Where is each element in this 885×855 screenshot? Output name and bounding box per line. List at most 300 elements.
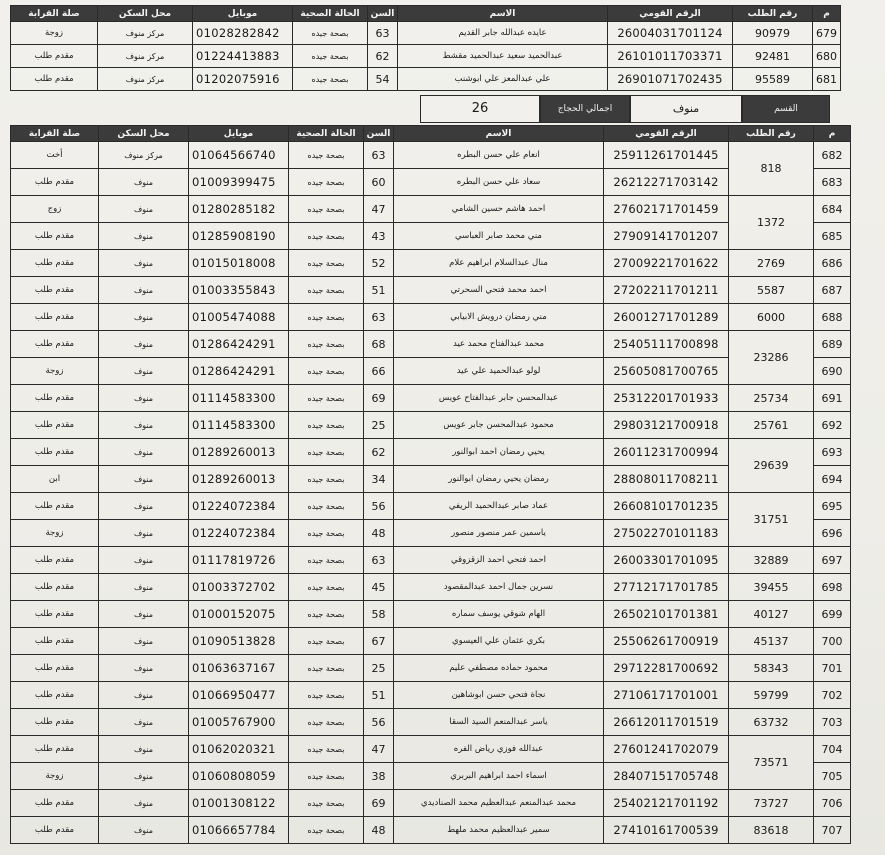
national-id: 25605081700765 [604,358,729,385]
col-national-id-header: الرقم القومي [604,126,729,142]
health-status: بصحة جيده [293,22,368,45]
relation: مقدم طلب [11,304,99,331]
relation: مقدم طلب [11,277,99,304]
person-name: سمير عبدالعظيم محمد ملهط [394,817,604,844]
mobile-number: 01005474088 [189,304,289,331]
age: 54 [368,68,398,91]
relation: مقدم طلب [11,682,99,709]
residence: مركز منوف [98,22,193,45]
relation: مقدم طلب [11,817,99,844]
person-name: محمود حماده مصطفي عليم [394,655,604,682]
health-status: بصحة جيده [289,331,364,358]
person-name: ياسر عبدالمنعم السيد السقا [394,709,604,736]
table-row [11,763,851,790]
person-name: نسرين جمال احمد عبدالمقصود [394,574,604,601]
age: 51 [364,277,394,304]
row-number: 693 [814,439,851,466]
table-row [11,790,851,817]
mobile-number: 01286424291 [189,331,289,358]
residence: مركز منوف [98,45,193,68]
row-number: 707 [814,817,851,844]
residence: منوف [99,709,189,736]
table-row [11,466,851,493]
table-row [11,331,851,358]
age: 68 [364,331,394,358]
col-residence-header: محل السكن [99,126,189,142]
person-name: بكري عثمان علي العيسوي [394,628,604,655]
age: 56 [364,709,394,736]
mobile-number: 01000152075 [189,601,289,628]
request-number: 5587 [729,277,814,304]
main-table-header [11,126,851,142]
residence: منوف [99,250,189,277]
person-name: عايده عبدالله جابر القديم [398,22,608,45]
relation: مقدم طلب [11,574,99,601]
row-number: 705 [814,763,851,790]
col-num-header: م [814,126,851,142]
main-table [10,125,851,844]
request-number: 90979 [733,22,813,45]
person-name: عبدالله فوزي رياض الفره [394,736,604,763]
row-number: 685 [814,223,851,250]
row-number: 682 [814,142,851,169]
mobile-number: 01280285182 [189,196,289,223]
request-number: 2769 [729,250,814,277]
table-row [11,412,851,439]
mobile-number: 01015018008 [189,250,289,277]
col-name-header: الاسم [394,126,604,142]
mobile-number: 01001308122 [189,790,289,817]
national-id: 27502270101183 [604,520,729,547]
table-row [11,385,851,412]
mobile-number: 01064566740 [189,142,289,169]
col-num-header: م [813,6,841,22]
health-status: بصحة جيده [289,574,364,601]
age: 63 [364,142,394,169]
request-number: 59799 [729,682,814,709]
residence: منوف [99,601,189,628]
row-number: 684 [814,196,851,223]
national-id: 25506261700919 [604,628,729,655]
age: 67 [364,628,394,655]
person-name: لولو عبدالحميد علي عيد [394,358,604,385]
residence: منوف [99,466,189,493]
table-row [11,22,841,45]
national-id: 26101011703371 [608,45,733,68]
col-age-header: السن [364,126,394,142]
national-id: 26212271703142 [604,169,729,196]
mobile-number: 01003372702 [189,574,289,601]
section-summary [420,95,830,123]
col-request-header: رقم الطلب [733,6,813,22]
national-id: 26003301701095 [604,547,729,574]
total-label: اجمالي الحجاج [540,95,630,123]
table-row [11,45,841,68]
person-name: يحيي رمضان احمد ابوالنور [394,439,604,466]
health-status: بصحة جيده [293,45,368,68]
mobile-number: 01028282842 [193,22,293,45]
row-number: 706 [814,790,851,817]
mobile-number: 01063637167 [189,655,289,682]
mobile-number: 01224072384 [189,493,289,520]
age: 56 [364,493,394,520]
relation: مقدم طلب [11,439,99,466]
request-number: 1372 [729,196,814,250]
national-id: 27410161700539 [604,817,729,844]
row-number: 698 [814,574,851,601]
mobile-number: 01090513828 [189,628,289,655]
mobile-number: 01224413883 [193,45,293,68]
relation: مقدم طلب [11,250,99,277]
table-row [11,223,851,250]
age: 25 [364,655,394,682]
col-mobile-header: موبايل [193,6,293,22]
health-status: بصحة جيده [289,763,364,790]
top-table-header [11,6,841,22]
row-number: 697 [814,547,851,574]
residence: منوف [99,196,189,223]
row-number: 680 [813,45,841,68]
residence: منوف [99,547,189,574]
request-number: 31751 [729,493,814,547]
national-id: 27009221701622 [604,250,729,277]
row-number: 686 [814,250,851,277]
mobile-number: 01009399475 [189,169,289,196]
relation: مقدم طلب [11,547,99,574]
age: 25 [364,412,394,439]
health-status: بصحة جيده [289,250,364,277]
person-name: علي عبدالمعز علي ابوشنب [398,68,608,91]
person-name: محمد عبدالفتاح محمد عيد [394,331,604,358]
age: 66 [364,358,394,385]
residence: منوف [99,331,189,358]
national-id: 26001271701289 [604,304,729,331]
health-status: بصحة جيده [289,169,364,196]
relation: ابن [11,466,99,493]
health-status: بصحة جيده [289,412,364,439]
mobile-number: 01224072384 [189,520,289,547]
row-number: 703 [814,709,851,736]
request-number: 25734 [729,385,814,412]
person-name: مني محمد صابر العباسي [394,223,604,250]
national-id: 27202211701211 [604,277,729,304]
relation: زوجة [11,358,99,385]
request-number: 32889 [729,547,814,574]
national-id: 26608101701235 [604,493,729,520]
health-status: بصحة جيده [289,601,364,628]
health-status: بصحة جيده [289,736,364,763]
row-number: 702 [814,682,851,709]
person-name: رمضان يحيي رمضان ابوالنور [394,466,604,493]
row-number: 681 [813,68,841,91]
health-status: بصحة جيده [289,790,364,817]
col-national-id-header: الرقم القومي [608,6,733,22]
relation: زوجة [11,520,99,547]
dept-value: منوف [630,95,742,123]
row-number: 691 [814,385,851,412]
national-id: 28808011708211 [604,466,729,493]
request-number: 58343 [729,655,814,682]
age: 58 [364,601,394,628]
health-status: بصحة جيده [289,304,364,331]
national-id: 26901071702435 [608,68,733,91]
residence: منوف [99,358,189,385]
col-relation-header: صلة القرابة [11,6,98,22]
relation: زوجة [11,22,98,45]
national-id: 27601241702079 [604,736,729,763]
health-status: بصحة جيده [289,817,364,844]
national-id: 27106171701001 [604,682,729,709]
residence: مركز منوف [98,68,193,91]
residence: منوف [99,817,189,844]
row-number: 700 [814,628,851,655]
relation: مقدم طلب [11,412,99,439]
request-number: 6000 [729,304,814,331]
residence: منوف [99,763,189,790]
national-id: 28407151705748 [604,763,729,790]
mobile-number: 01286424291 [189,358,289,385]
national-id: 25405111700898 [604,331,729,358]
age: 52 [364,250,394,277]
residence: منوف [99,223,189,250]
mobile-number: 01066950477 [189,682,289,709]
age: 69 [364,385,394,412]
table-row [11,682,851,709]
age: 48 [364,520,394,547]
table-row [11,493,851,520]
mobile-number: 01285908190 [189,223,289,250]
age: 63 [364,547,394,574]
col-request-header: رقم الطلب [729,126,814,142]
health-status: بصحة جيده [289,493,364,520]
table-row [11,574,851,601]
request-number: 29639 [729,439,814,493]
person-name: ياسمين عمر منصور منصور [394,520,604,547]
health-status: بصحة جيده [289,223,364,250]
age: 60 [364,169,394,196]
row-number: 704 [814,736,851,763]
age: 43 [364,223,394,250]
age: 62 [364,439,394,466]
mobile-number: 01114583300 [189,412,289,439]
national-id: 26502101701381 [604,601,729,628]
residence: منوف [99,682,189,709]
relation: مقدم طلب [11,68,98,91]
health-status: بصحة جيده [289,385,364,412]
table-row [11,196,851,223]
residence: منوف [99,655,189,682]
person-name: محمد عبدالمنعم عبدالعظيم محمد الصناديدي [394,790,604,817]
age: 48 [364,817,394,844]
national-id: 26612011701519 [604,709,729,736]
residence: منوف [99,574,189,601]
table-row [11,736,851,763]
col-relation-header: صلة القرابة [11,126,99,142]
mobile-number: 01289260013 [189,466,289,493]
national-id: 27909141701207 [604,223,729,250]
col-name-header: الاسم [398,6,608,22]
relation: مقدم طلب [11,655,99,682]
national-id: 29803121700918 [604,412,729,439]
national-id: 26011231700994 [604,439,729,466]
person-name: سعاد علي حسن البطره [394,169,604,196]
main-table-body [11,142,851,844]
relation: زوج [11,196,99,223]
request-number: 23286 [729,331,814,385]
request-number: 83618 [729,817,814,844]
residence: منوف [99,520,189,547]
health-status: بصحة جيده [289,142,364,169]
health-status: بصحة جيده [289,277,364,304]
dept-label: القسم [742,95,830,123]
relation: مقدم طلب [11,790,99,817]
residence: منوف [99,628,189,655]
row-number: 699 [814,601,851,628]
relation: مقدم طلب [11,331,99,358]
health-status: بصحة جيده [289,358,364,385]
table-row [11,250,851,277]
residence: منوف [99,304,189,331]
person-name: انعام علي حسن البطره [394,142,604,169]
person-name: عبدالمحسن جابر عبدالفتاح عويس [394,385,604,412]
health-status: بصحة جيده [289,547,364,574]
request-number: 63732 [729,709,814,736]
health-status: بصحة جيده [289,196,364,223]
relation: مقدم طلب [11,493,99,520]
relation: مقدم طلب [11,385,99,412]
table-row [11,817,851,844]
person-name: احمد هاشم حسين الشامي [394,196,604,223]
residence: منوف [99,493,189,520]
person-name: محمود عبدالمحسن جابر عويس [394,412,604,439]
residence: منوف [99,790,189,817]
person-name: منال عبدالسلام ابراهيم علام [394,250,604,277]
residence: منوف [99,736,189,763]
table-row [11,547,851,574]
person-name: نجاة فتحي حسن ابوشاهين [394,682,604,709]
person-name: اسماء احمد ابراهيم البربري [394,763,604,790]
table-row [11,439,851,466]
health-status: بصحة جيده [289,520,364,547]
age: 62 [368,45,398,68]
national-id: 25402121701192 [604,790,729,817]
table-row [11,358,851,385]
health-status: بصحة جيده [289,682,364,709]
relation: مقدم طلب [11,601,99,628]
col-health-header: الحالة الصحية [289,126,364,142]
relation: مقدم طلب [11,169,99,196]
request-number: 818 [729,142,814,196]
request-number: 45137 [729,628,814,655]
national-id: 25312201701933 [604,385,729,412]
health-status: بصحة جيده [289,466,364,493]
mobile-number: 01117819726 [189,547,289,574]
row-number: 679 [813,22,841,45]
request-number: 73727 [729,790,814,817]
age: 47 [364,196,394,223]
row-number: 688 [814,304,851,331]
row-number: 695 [814,493,851,520]
table-row [11,304,851,331]
mobile-number: 01005767900 [189,709,289,736]
person-name: احمد فتحي احمد الزقزوقي [394,547,604,574]
mobile-number: 01003355843 [189,277,289,304]
top-table-body [11,22,841,91]
mobile-number: 01114583300 [189,385,289,412]
table-row [11,520,851,547]
table-row [11,601,851,628]
row-number: 690 [814,358,851,385]
national-id: 29712281700692 [604,655,729,682]
top-table [10,5,841,91]
national-id: 27602171701459 [604,196,729,223]
request-number: 95589 [733,68,813,91]
national-id: 25911261701445 [604,142,729,169]
mobile-number: 01066657784 [189,817,289,844]
col-age-header: السن [368,6,398,22]
age: 51 [364,682,394,709]
relation: مقدم طلب [11,736,99,763]
person-name: الهام شوقي يوسف سماره [394,601,604,628]
health-status: بصحة جيده [289,709,364,736]
relation: أخت [11,142,99,169]
age: 34 [364,466,394,493]
mobile-number: 01062020321 [189,736,289,763]
row-number: 692 [814,412,851,439]
request-number: 92481 [733,45,813,68]
age: 63 [368,22,398,45]
person-name: مني رمضان درويش الابيابي [394,304,604,331]
request-number: 73571 [729,736,814,790]
residence: منوف [99,412,189,439]
row-number: 687 [814,277,851,304]
residence: مركز منوف [99,142,189,169]
table-row [11,169,851,196]
request-number: 25761 [729,412,814,439]
national-id: 27712171701785 [604,574,729,601]
request-number: 40127 [729,601,814,628]
relation: زوجة [11,763,99,790]
col-mobile-header: موبايل [189,126,289,142]
relation: مقدم طلب [11,223,99,250]
relation: مقدم طلب [11,628,99,655]
table-row [11,68,841,91]
row-number: 694 [814,466,851,493]
mobile-number: 01060808059 [189,763,289,790]
mobile-number: 01289260013 [189,439,289,466]
residence: منوف [99,169,189,196]
request-number: 39455 [729,574,814,601]
table-row [11,709,851,736]
person-name: عماد صابر عبدالحميد الريفي [394,493,604,520]
national-id: 26004031701124 [608,22,733,45]
table-row [11,142,851,169]
table-row [11,277,851,304]
row-number: 696 [814,520,851,547]
health-status: بصحة جيده [289,628,364,655]
age: 45 [364,574,394,601]
residence: منوف [99,439,189,466]
health-status: بصحة جيده [293,68,368,91]
table-row [11,628,851,655]
health-status: بصحة جيده [289,439,364,466]
row-number: 683 [814,169,851,196]
residence: منوف [99,385,189,412]
table-row [11,655,851,682]
relation: مقدم طلب [11,45,98,68]
residence: منوف [99,277,189,304]
health-status: بصحة جيده [289,655,364,682]
